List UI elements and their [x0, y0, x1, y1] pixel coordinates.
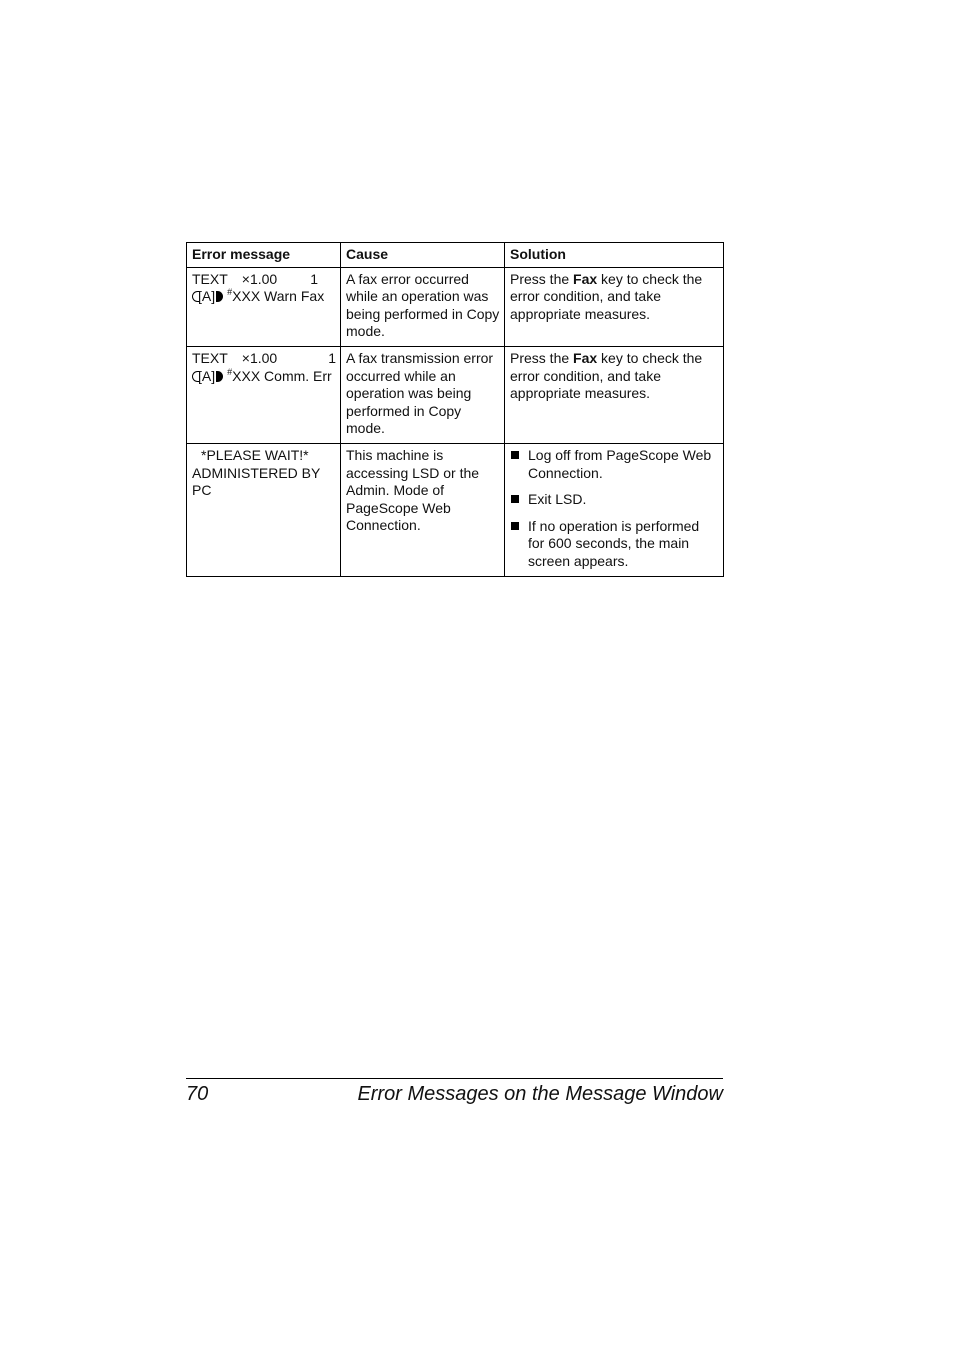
- solution-key: Fax: [573, 349, 598, 366]
- table-row: [187, 346, 724, 443]
- screen-line-2: [192, 368, 336, 386]
- screen-status: XXX Comm. Err: [232, 367, 332, 384]
- screen-line-2: ADMINISTERED BY PC: [192, 464, 321, 499]
- page-number: 70: [186, 1083, 209, 1105]
- solution-text-before: Press the: [510, 349, 574, 366]
- solution-text-after: key to check the error condition, and take appropriate measures.: [510, 349, 703, 402]
- screen-count: 1: [310, 270, 318, 287]
- screen-line-1: [192, 271, 336, 289]
- bracket-close-icon: [216, 371, 223, 382]
- solution-key: Fax: [573, 270, 598, 287]
- screen-mode: [A]: [198, 367, 216, 384]
- header-solution: Solution: [505, 243, 724, 268]
- solution-cell: [505, 443, 724, 576]
- screen-line-1: [192, 350, 336, 368]
- screen-mode: [A]: [198, 288, 216, 305]
- screen-status: XXX Warn Fax: [232, 288, 325, 305]
- error-message-cell: [187, 267, 341, 346]
- hash-mark: #: [227, 287, 233, 298]
- screen-text: TEXT: [192, 349, 228, 366]
- header-error-message: Error message: [187, 243, 341, 268]
- table-header-row: [187, 243, 724, 268]
- screen-zoom: ×1.00: [241, 270, 278, 287]
- header-cause: Cause: [341, 243, 505, 268]
- error-message-cell: [187, 346, 341, 443]
- error-message-cell: [187, 443, 341, 576]
- section-title: Error Messages on the Message Window: [357, 1083, 723, 1105]
- list-item-text: If no operation is performed for 600 seconds, the main screen appears.: [528, 517, 700, 569]
- error-message-table: [186, 242, 724, 577]
- solution-bullet-list: [510, 447, 719, 571]
- list-item-text: Exit LSD.: [528, 491, 587, 508]
- square-bullet-icon: [511, 451, 519, 459]
- hash-mark: #: [227, 366, 233, 377]
- list-item-text: Log off from PageScope Web Connection.: [528, 446, 712, 481]
- table-row: [187, 267, 724, 346]
- list-item: [510, 491, 719, 509]
- list-item: [510, 447, 719, 482]
- page-footer: [186, 1078, 723, 1106]
- solution-cell: [505, 267, 724, 346]
- square-bullet-icon: [511, 522, 519, 530]
- cause-cell: This machine is accessing LSD or the Admin. Mode of PageScope Web Connection.: [341, 443, 505, 576]
- solution-text-after: key to check the error condition, and take appropriate measures.: [510, 270, 703, 322]
- cause-cell: A fax error occurred while an operation was being performed in Copy mode.: [341, 267, 505, 346]
- list-item: [510, 518, 719, 571]
- cause-cell: A fax transmission error occurred while an operation was being performed in Copy mode.: [341, 346, 505, 443]
- bracket-close-icon: [216, 291, 223, 302]
- solution-text-before: Press the: [510, 270, 574, 287]
- solution-cell: [505, 346, 724, 443]
- screen-line-2: [192, 288, 336, 306]
- screen-zoom: ×1.00: [241, 349, 278, 366]
- square-bullet-icon: [511, 495, 519, 503]
- screen-count: 1: [328, 349, 336, 366]
- screen-text: TEXT: [192, 270, 228, 287]
- screen-line-1: *PLEASE WAIT!*: [201, 446, 309, 463]
- table-row: [187, 443, 724, 576]
